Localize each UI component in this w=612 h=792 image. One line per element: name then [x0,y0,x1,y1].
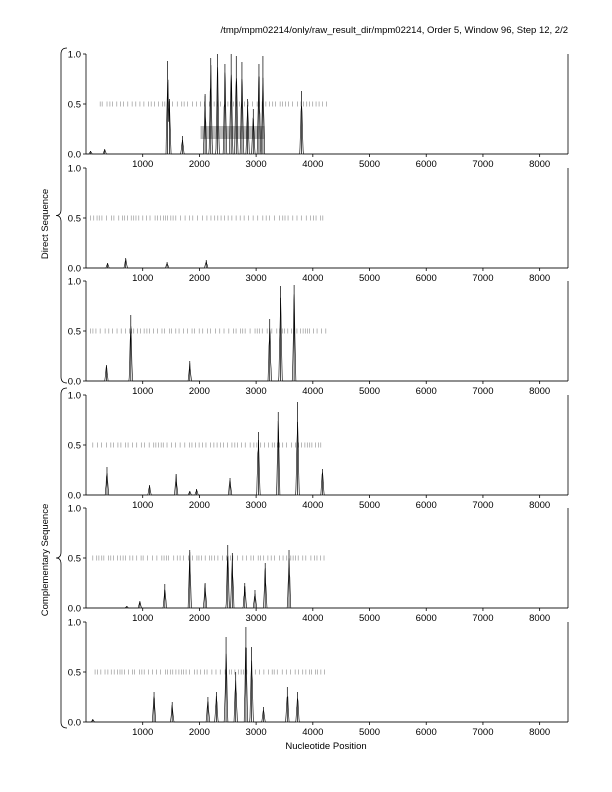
x-tick-label: 6000 [415,727,437,738]
x-tick-label: 5000 [358,273,381,284]
y-tick-label: 0.0 [67,603,81,615]
x-tick-label: 2000 [188,727,210,738]
y-tick-label: 0.0 [67,717,81,729]
x-tick-label: 6000 [415,273,437,284]
chart-panel-1 [68,50,568,171]
signal-line [86,552,568,608]
x-tick-label: 6000 [415,386,437,397]
x-tick-label: 3000 [245,386,267,397]
y-tick-label: 1.0 [67,276,81,288]
x-tick-label: 3000 [245,727,267,738]
chart-panel-4 [68,391,568,512]
x-tick-label: 7000 [472,159,494,170]
signal-line [86,259,568,268]
y-tick-label: 0.5 [67,667,81,679]
x-tick-label: 5000 [358,613,381,624]
y-tick-label: 0.0 [67,376,81,388]
x-tick-label: 7000 [472,386,494,397]
signal-line [86,421,568,495]
x-tick-label: 1000 [132,386,154,397]
y-tick-label: 1.0 [67,503,81,515]
direct-sequence-brace [56,48,67,383]
x-tick-label: 4000 [302,500,324,511]
y-tick-label: 0.0 [67,490,81,502]
x-tick-label: 4000 [302,727,324,738]
x-tick-label: 6000 [415,613,437,624]
x-tick-label: 7000 [472,500,494,511]
y-tick-label: 0.0 [67,263,81,275]
x-tick-label: 1000 [132,613,154,624]
x-tick-label: 4000 [302,613,324,624]
x-tick-label: 5000 [358,500,381,511]
x-tick-label: 3000 [245,500,267,511]
x-tick-label: 7000 [472,727,494,738]
y-tick-label: 0.0 [67,149,81,161]
x-tick-label: 2000 [188,273,210,284]
x-tick-label: 8000 [529,500,551,511]
y-tick-label: 1.0 [67,49,81,61]
y-tick-label: 1.0 [67,390,81,402]
page-title: /tmp/mpm02214/only/raw_result_dir/mpm02214, Order 5, Window 96, Step 12, 2/2 [220,25,568,36]
x-tick-label: 5000 [358,159,381,170]
x-tick-label: 8000 [529,727,551,738]
x-tick-label: 6000 [415,159,437,170]
x-tick-label: 7000 [472,613,494,624]
signal-line [86,65,568,154]
direct-sequence-label: Direct Sequence [40,188,51,260]
y-tick-label: 1.0 [67,163,81,175]
complementary-sequence-label: Complementary Sequence [40,503,51,617]
x-tick-label: 6000 [415,500,437,511]
x-tick-label: 4000 [302,273,324,284]
x-tick-label: 1000 [132,500,154,511]
x-tick-label: 2000 [188,159,210,170]
chart-panel-3 [68,277,568,398]
x-tick-label: 3000 [245,159,267,170]
x-tick-label: 1000 [132,727,154,738]
x-tick-label: 8000 [529,386,551,397]
x-tick-label: 2000 [188,500,210,511]
x-tick-label: 3000 [245,613,267,624]
signal-line [86,294,568,381]
x-tick-label: 8000 [529,159,551,170]
x-tick-label: 2000 [188,386,210,397]
x-tick-label: 8000 [529,273,551,284]
x-tick-label: 8000 [529,613,551,624]
y-tick-label: 0.5 [67,213,81,225]
y-tick-label: 0.5 [67,553,81,565]
x-tick-label: 4000 [302,386,324,397]
y-tick-label: 1.0 [67,617,81,629]
signal-line [86,647,568,722]
x-tick-label: 2000 [188,613,210,624]
chart-panel-2 [68,164,568,285]
x-tick-label: 5000 [358,727,381,738]
x-tick-label: 4000 [302,159,324,170]
chart-panel-5 [68,504,568,625]
x-tick-label: 1000 [132,159,154,170]
y-tick-label: 0.5 [67,99,81,111]
x-tick-label: 3000 [245,273,267,284]
x-tick-label: 1000 [132,273,154,284]
y-tick-label: 0.5 [67,440,81,452]
chart-panel-6 [68,618,568,739]
x-tick-label: 7000 [472,273,494,284]
x-tick-label: 5000 [358,386,381,397]
x-axis-title: Nucleotide Position [285,741,367,752]
y-tick-label: 0.5 [67,326,81,338]
complementary-sequence-brace [56,388,67,728]
